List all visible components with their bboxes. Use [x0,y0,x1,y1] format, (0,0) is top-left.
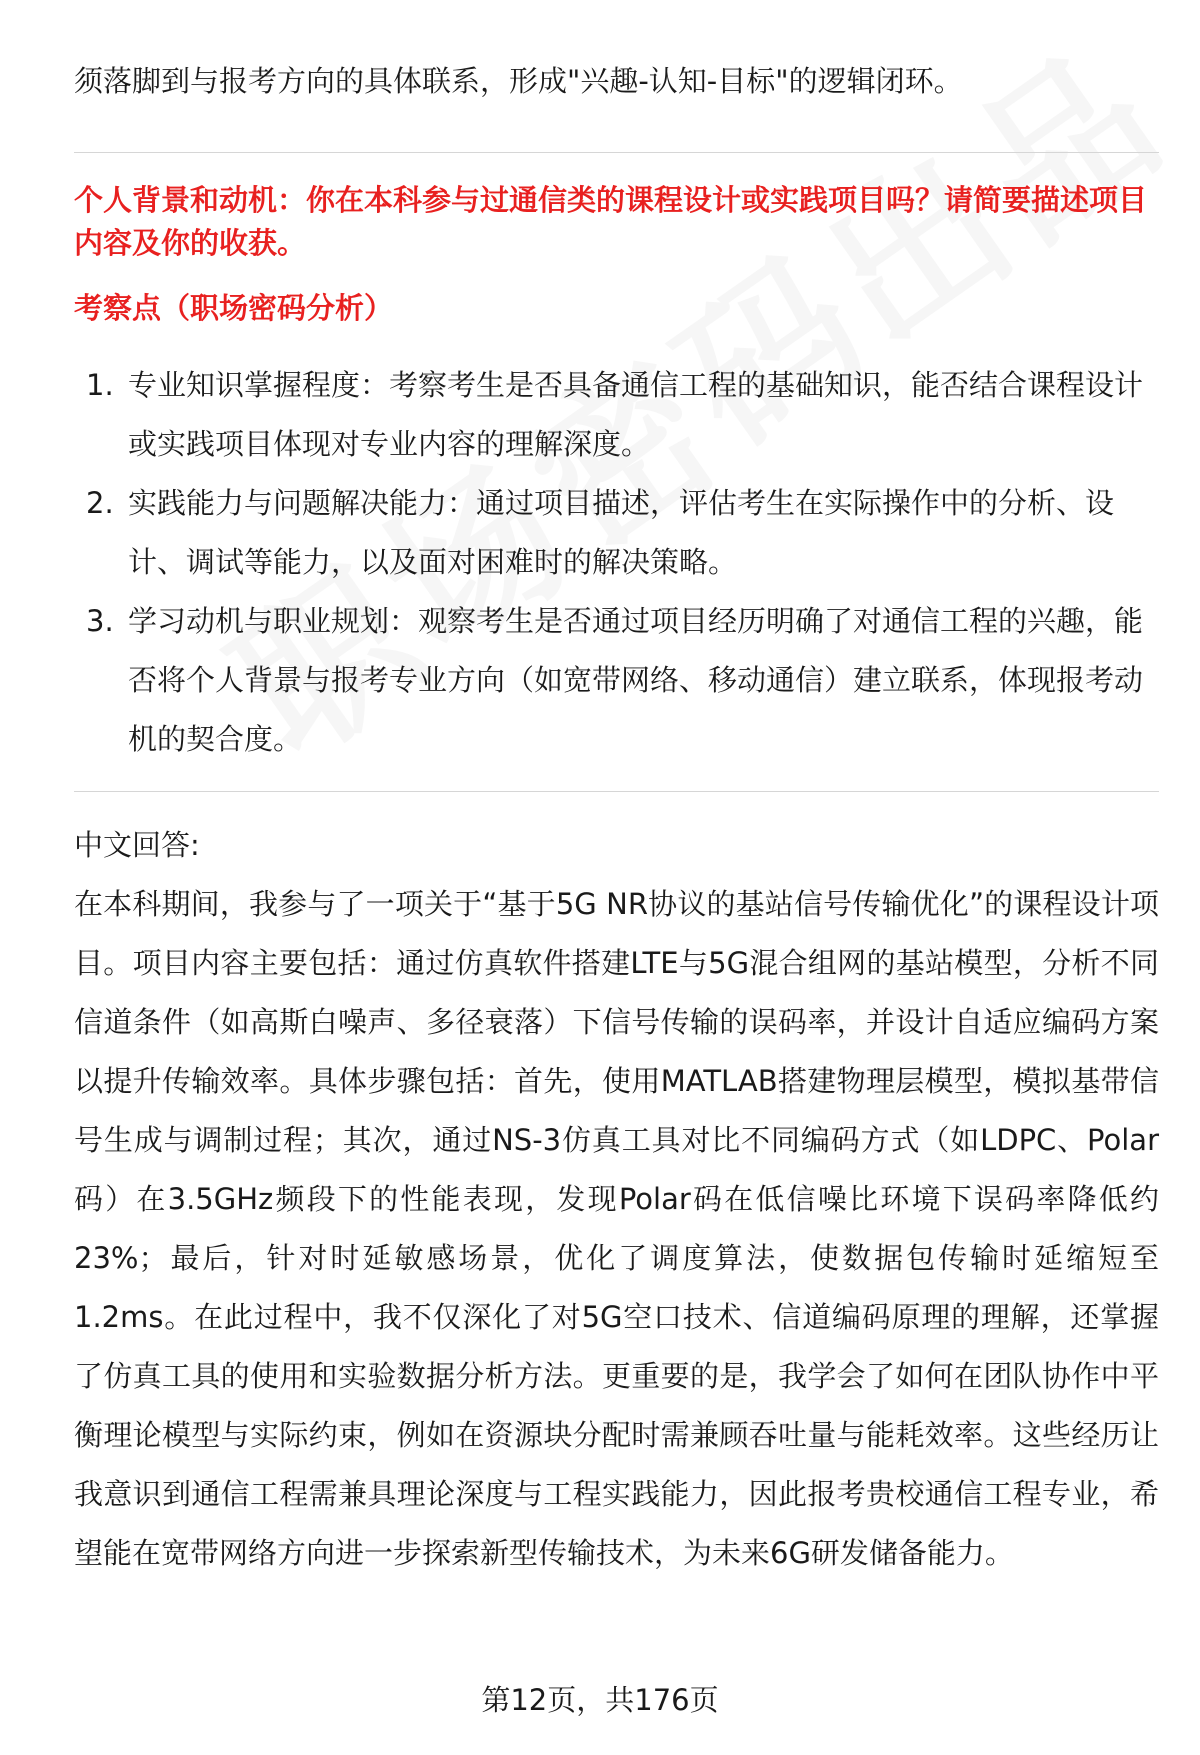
list-item-number: 2. [86,486,114,520]
answer-paragraph: 在本科期间，我参与了一项关于“基于5G NR协议的基站信号传输优化”的课程设计项目。项目内容主要包括：通过仿真软件搭建LTE与5G混合组网的基站模型，分析不同信道条件（如高斯白噪声、多径衰落）下信号传输的误码率，并设计自适应编码方案以提升传输效率。具体步骤包括：首先，使用MATLAB搭建物理层模型，模拟基带信号生成与调制过程；其次，通过NS-3仿真工具对比不同编码方式（如LDPC、Polar码）在3.5GHz频段下的性能表现，发现Polar码在低信噪比环境下误码率降低约23%；最后，针对时延敏感场景，优化了调度算法，使数据包传输时延缩短至1.2ms。在此过程中，我不仅深化了对5G空口技术、信道编码原理的理解，还掌握了仿真工具的使用和实验数据分析方法。更重要的是，我学会了如何在团队协作中平衡理论模型与实际约束，例如在资源块分配时需兼顾吞吐量与能耗效率。这些经历让我意识到通信工程需兼具理论深度与工程实践能力，因此报考贵校通信工程专业，希望能在宽带网络方向进一步探索新型传输技术，为未来6G研发储备能力。 [74,887,1159,1570]
question-heading: 个人背景和动机：你在本科参与过通信类的课程设计或实践项目吗？请简要描述项目内容及你的收获。 [74,183,1148,260]
divider [74,152,1159,153]
section-title: 考察点（职场密码分析） [74,291,394,325]
list-item-text: 实践能力与问题解决能力：通过项目描述，评估考生在实际操作中的分析、设计、调试等能力，以及面对困难时的解决策略。 [128,486,1115,579]
list-item-number: 3. [86,604,114,638]
list-item-number: 1. [86,368,114,402]
divider [74,791,1159,792]
list-item-text: 学习动机与职业规划：观察考生是否通过项目经历明确了对通信工程的兴趣，能否将个人背景与报考专业方向（如宽带网络、移动通信）建立联系，体现报考动机的契合度。 [128,604,1144,756]
assessment-points-list [74,356,1159,769]
list-item-text: 专业知识掌握程度：考察考生是否具备通信工程的基础知识，能否结合课程设计或实践项目体现对专业内容的理解深度。 [128,368,1144,461]
list-item [74,592,1159,769]
list-item [74,356,1159,474]
page-number-footer: 第12页，共176页 [481,1683,719,1717]
list-item [74,474,1159,592]
page-content [74,52,1159,1583]
intro-line: 须落脚到与报考方向的具体联系，形成"兴趣-认知-目标"的逻辑闭环。 [74,64,963,98]
answer-label: 中文回答: [74,828,200,862]
